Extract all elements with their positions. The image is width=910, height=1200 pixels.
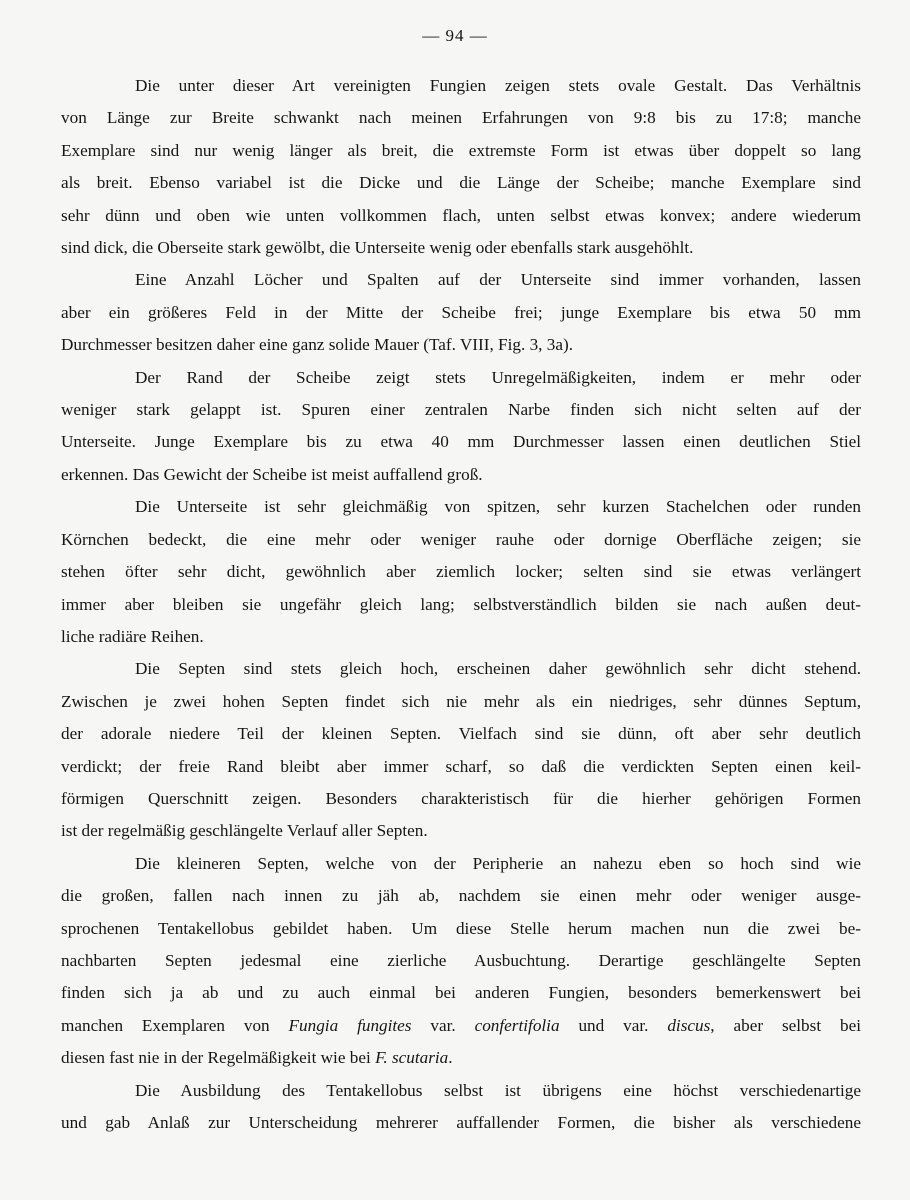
paragraph xyxy=(61,264,861,361)
page-number: — 94 — xyxy=(422,26,488,45)
text-line: verdickt; der freie Rand bleibt aber immer scharf, so daß die verdickten Septen einen keil- xyxy=(61,756,861,776)
paragraph xyxy=(61,70,861,264)
text-line: immer aber bleiben sie ungefähr gleich lang; selbstverständlich bilden sie nach außen deut- xyxy=(61,594,861,614)
text-run: var. xyxy=(411,1015,475,1035)
text-line: Körnchen bedeckt, die eine mehr oder weniger rauhe oder dornige Oberfläche zeigen; sie xyxy=(61,529,861,549)
text-line: Eine Anzahl Löcher und Spalten auf der Unterseite sind immer vorhanden, lassen xyxy=(135,270,861,290)
text-run: und var. xyxy=(559,1015,668,1035)
variety-name: confertifolia xyxy=(474,1015,560,1035)
text-line: Unterseite. Junge Exemplare bis zu etwa 40 mm Durchmesser lassen einen deutlichen Stiel xyxy=(61,432,861,452)
text-line: nachbarten Septen jedesmal eine zierliche Ausbuchtung. Derartige geschlängelte Septen xyxy=(61,950,861,970)
text-line: förmigen Querschnitt zeigen. Besonders charakteristisch für die hierher gehörigen Formen xyxy=(61,788,861,808)
text-line: der adorale niedere Teil der kleinen Septen. Vielfach sind sie dünn, oft aber sehr deutlich xyxy=(61,724,861,744)
text-run: . xyxy=(448,1048,453,1068)
text-line: liche radiäre Reihen. xyxy=(61,626,204,646)
text-line: von Länge zur Breite schwankt nach meinen Erfahrungen von 9:8 bis zu 17:8; manche xyxy=(61,108,861,128)
text-line: Die Ausbildung des Tentakellobus selbst ist übrigens eine höchst verschiedenartige xyxy=(135,1080,861,1100)
text-line: Die kleineren Septen, welche von der Peripherie an nahezu eben so hoch sind wie xyxy=(135,853,861,873)
text-line: erkennen. Das Gewicht der Scheibe ist meist auffallend groß. xyxy=(61,464,483,484)
text-run: , aber selbst bei xyxy=(710,1015,861,1035)
text-run: diesen fast nie in der Regelmäßigkeit wie bei xyxy=(61,1048,376,1068)
text-line xyxy=(61,1042,861,1074)
text-line: sind dick, die Oberseite stark gewölbt, die Unterseite wenig oder ebenfalls stark ausgehöhlt. xyxy=(61,238,694,258)
text-line: aber ein größeres Feld in der Mitte der Scheibe frei; junge Exemplare bis etwa 50 mm xyxy=(61,302,861,322)
text-line: sprochenen Tentakellobus gebildet haben. Um diese Stelle herum machen nun die zwei be- xyxy=(61,918,861,938)
text-line: finden sich ja ab und zu auch einmal bei anderen Fungien, besonders bemerkenswert bei xyxy=(61,983,861,1003)
text-line: Der Rand der Scheibe zeigt stets Unregelmäßigkeiten, indem er mehr oder xyxy=(135,367,861,387)
text-line: und gab Anlaß zur Unterscheidung mehrerer auffallender Formen, die bisher als verschiedene xyxy=(61,1113,861,1132)
paragraph xyxy=(61,491,861,653)
text-line xyxy=(61,1010,861,1042)
paragraph xyxy=(61,653,861,847)
species-name: Fungia fungites xyxy=(288,1015,412,1035)
text-line: Die unter dieser Art vereinigten Fungien zeigen stets ovale Gestalt. Das Verhältnis xyxy=(135,76,861,95)
paragraph xyxy=(61,362,861,492)
text-line: stehen öfter sehr dicht, gewöhnlich aber ziemlich locker; selten sind sie etwas verlängert xyxy=(61,562,861,582)
paragraph xyxy=(61,848,861,1075)
text-line: Die Septen sind stets gleich hoch, erscheinen daher gewöhnlich sehr dicht stehend. xyxy=(135,659,861,679)
text-line: die großen, fallen nach innen zu jäh ab, nachdem sie einen mehr oder weniger ausge- xyxy=(61,886,861,906)
text-line: Exemplare sind nur wenig länger als breit, die extremste Form ist etwas über doppelt so lang xyxy=(61,140,861,160)
text-line: sehr dünn und oben wie unten vollkommen flach, unten selbst etwas konvex; andere wiederum xyxy=(61,205,861,225)
paragraph xyxy=(61,1075,861,1140)
variety-name: discus xyxy=(667,1015,711,1035)
text-line: ist der regelmäßig geschlängelte Verlauf aller Septen. xyxy=(61,821,428,841)
body-text xyxy=(61,70,861,1139)
text-line: Zwischen je zwei hohen Septen findet sich nie mehr als ein niedriges, sehr dünnes Septum, xyxy=(61,691,861,711)
text-line: Die Unterseite ist sehr gleichmäßig von spitzen, sehr kurzen Stachelchen oder runden xyxy=(135,497,861,517)
text-line: Durchmesser besitzen daher eine ganz solide Mauer (Taf. VIII, Fig. 3, 3a). xyxy=(61,335,574,355)
text-line: weniger stark gelappt ist. Spuren einer zentralen Narbe finden sich nicht selten auf der xyxy=(61,400,861,420)
text-line: als breit. Ebenso variabel ist die Dicke und die Länge der Scheibe; manche Exemplare sind xyxy=(61,173,861,193)
text-run: manchen Exemplaren von xyxy=(61,1015,289,1035)
species-name: F. scutaria xyxy=(375,1048,449,1068)
